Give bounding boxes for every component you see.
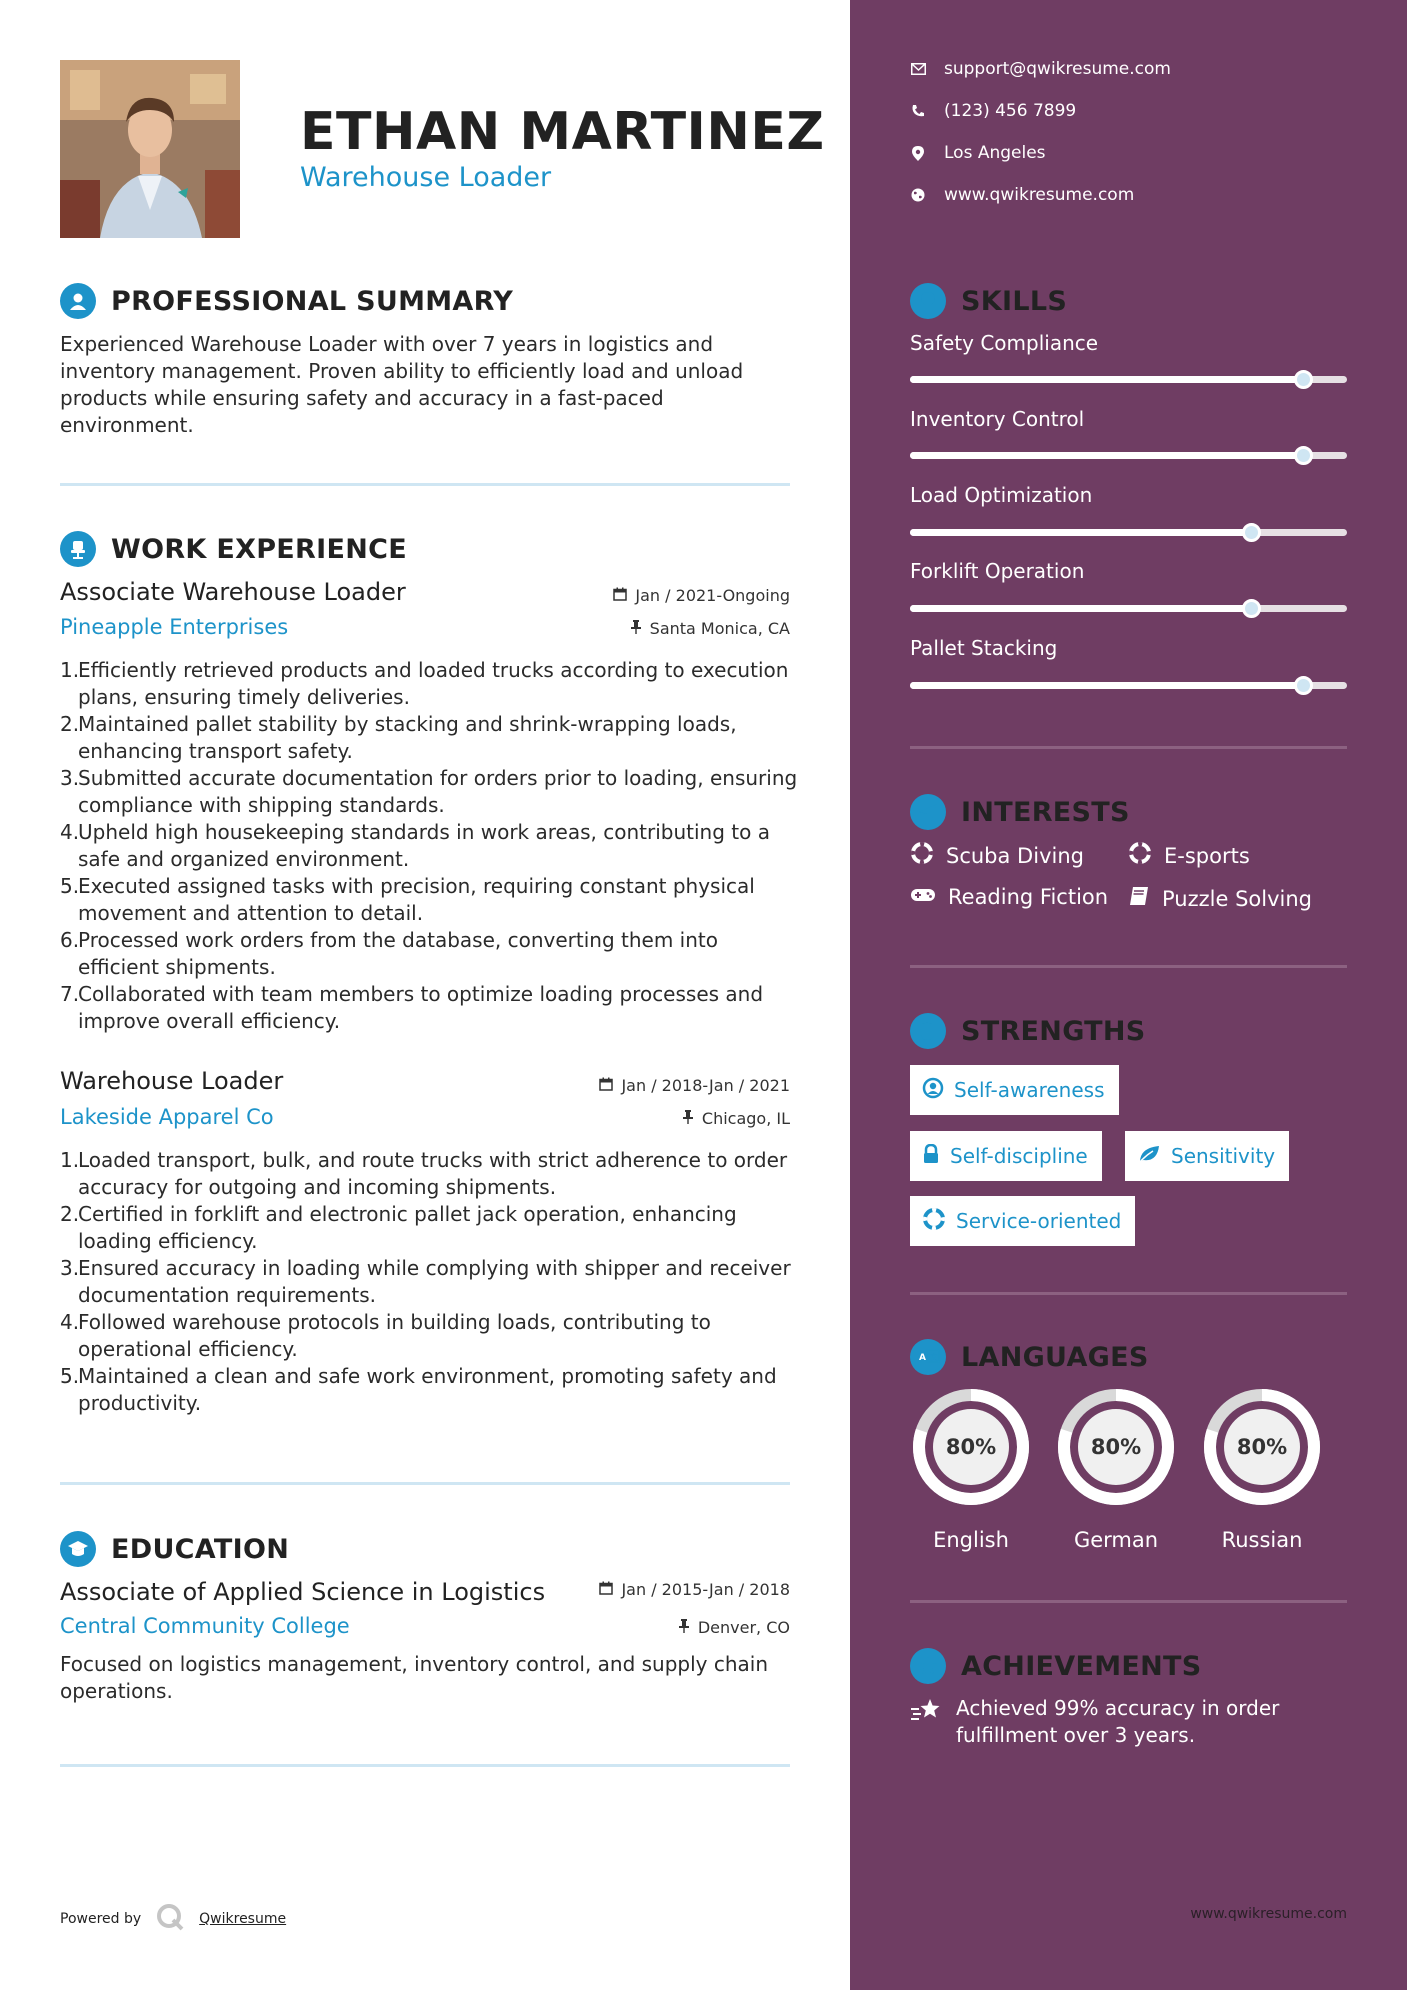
language-percent: 80% [945, 1435, 997, 1459]
skill-bar [910, 452, 1347, 459]
interest-item: Puzzle Solving [1128, 885, 1312, 912]
candidate-role: Warehouse Loader [300, 162, 552, 193]
achievement-item: Achieved 99% accuracy in order fulfillment over 3 years. [910, 1695, 1330, 1749]
skill-fill [910, 682, 1303, 689]
footer-url[interactable]: www.qwikresume.com [1190, 1906, 1347, 1922]
section-divider [60, 1482, 790, 1485]
translate-icon [910, 1339, 946, 1375]
skill-bar [910, 605, 1347, 612]
language-ring [910, 1386, 1032, 1508]
skill-label: Load Optimization [910, 483, 1093, 507]
star-badge-icon [910, 1648, 946, 1684]
language-ring [1201, 1386, 1323, 1508]
language-item [1201, 1386, 1323, 1552]
language-percent: 80% [1236, 1435, 1288, 1459]
pin-icon [678, 1618, 690, 1637]
job-location: Chicago, IL [682, 1109, 790, 1128]
svg-text:A: A [919, 1353, 926, 1363]
education-text: Focused on logistics management, inventory control, and supply chain operations. [60, 1652, 769, 1703]
job-title: Warehouse Loader [60, 1067, 284, 1095]
language-item [1055, 1386, 1177, 1552]
sidebar-divider [910, 746, 1347, 749]
skill-bar [910, 682, 1347, 689]
list-item: 2. Maintained pallet stability by stacking and shrink-wrapping loads, enhancing transport safety. [60, 712, 737, 763]
sidebar-divider [910, 965, 1347, 968]
list-item: 6. Processed work orders from the database, converting them into efficient shipments. [60, 928, 718, 979]
education-title: EDUCATION [111, 1534, 290, 1565]
language-percent: 80% [1090, 1435, 1142, 1459]
interest-item: Scuba Diving [910, 841, 1084, 870]
job-date: Jan / 2018-Jan / 2021 [599, 1076, 790, 1095]
calendar-icon [599, 1580, 613, 1599]
language-name: English [933, 1528, 1009, 1552]
skill-bar [910, 529, 1347, 536]
languages-title: LANGUAGES [961, 1342, 1149, 1373]
experience-title: WORK EXPERIENCE [111, 534, 407, 565]
skill-fill [910, 452, 1303, 459]
globe-icon [910, 187, 926, 203]
list-item: 3. Ensured accuracy in loading while complying with shipper and receiver documentation requirements. [60, 1256, 791, 1307]
pin-icon [682, 1109, 694, 1128]
list-item: 1. Loaded transport, bulk, and route trucks with strict adherence to order accuracy for outgoing and incoming shipments. [60, 1148, 788, 1199]
achievements-title: ACHIEVEMENTS [961, 1651, 1202, 1682]
contact-website[interactable]: www.qwikresume.com [910, 185, 1134, 205]
strength-chip: Self-awareness [910, 1065, 1119, 1115]
summary-text: Experienced Warehouse Loader with over 7 years in logistics and inventory management. Proven ability to efficiently load and unload products while ensuring safety and accuracy in a fast-paced environment. [60, 332, 744, 437]
education-location: Denver, CO [678, 1618, 790, 1637]
contact-location: Los Angeles [910, 143, 1046, 163]
fist-icon [910, 1013, 946, 1049]
skill-label: Pallet Stacking [910, 636, 1058, 660]
interest-item: Reading Fiction [910, 885, 1108, 909]
strengths-title: STRENGTHS [961, 1016, 1146, 1047]
skill-fill [910, 376, 1303, 383]
summary-title: PROFESSIONAL SUMMARY [111, 286, 514, 317]
list-item: 3. Submitted accurate documentation for orders prior to loading, ensuring compliance with shipping standards. [60, 766, 798, 817]
job-title: Associate Warehouse Loader [60, 578, 406, 606]
section-divider [60, 483, 790, 486]
skill-handle [1242, 523, 1261, 542]
degree-title: Associate of Applied Science in Logistics [60, 1578, 546, 1606]
sidebar-divider [910, 1600, 1347, 1603]
book-icon [1128, 885, 1150, 912]
skill-bar [910, 376, 1347, 383]
language-name: German [1073, 1528, 1159, 1552]
list-item: 1. Efficiently retrieved products and loaded trucks according to execution plans, ensuring timely deliveries. [60, 658, 789, 709]
brand-link[interactable]: Qwikresume [199, 1911, 287, 1927]
skill-fill [910, 605, 1251, 612]
skill-label: Inventory Control [910, 407, 1085, 431]
sidebar-divider [910, 1292, 1347, 1295]
education-date: Jan / 2015-Jan / 2018 [599, 1580, 790, 1599]
profile-photo [60, 60, 240, 238]
skill-label: Forklift Operation [910, 559, 1085, 583]
powered-by: Powered by Qwikresume [60, 1902, 286, 1936]
section-divider [60, 1764, 790, 1767]
lightbulb-icon [910, 283, 946, 319]
contact-email[interactable]: support@qwikresume.com [910, 59, 1171, 79]
phone-icon [910, 103, 926, 119]
lifebuoy-icon [922, 1207, 946, 1236]
list-item: 4. Followed warehouse protocols in building loads, contributing to operational efficiency. [60, 1310, 711, 1361]
envelope-icon [910, 61, 926, 77]
skill-handle [1242, 599, 1261, 618]
lifebuoy-icon [1128, 841, 1152, 870]
list-item: 5. Executed assigned tasks with precision, requiring constant physical movement and attention to detail. [60, 874, 755, 925]
pin-icon [630, 619, 642, 638]
list-item: 2. Certified in forklift and electronic pallet jack operation, enhancing loading efficiency. [60, 1202, 737, 1253]
svg-text:文: 文 [930, 1353, 938, 1362]
strength-chip: Sensitivity [1125, 1131, 1289, 1181]
calendar-icon [599, 1076, 613, 1095]
language-item [910, 1386, 1032, 1552]
school-name: Central Community College [60, 1614, 350, 1638]
gamepad-icon [910, 885, 936, 909]
job-location: Santa Monica, CA [630, 619, 790, 638]
paper-plane-icon [910, 794, 946, 830]
skill-fill [910, 529, 1251, 536]
graduation-cap-icon [60, 1531, 96, 1567]
language-ring [1055, 1386, 1177, 1508]
candidate-name: ETHAN MARTINEZ [300, 102, 825, 162]
user-circle-icon [922, 1077, 944, 1104]
company-name: Pineapple Enterprises [60, 615, 289, 639]
skill-label: Safety Compliance [910, 331, 1099, 355]
strength-chip: Self-discipline [910, 1131, 1102, 1181]
list-item: 4. Upheld high housekeeping standards in work areas, contributing to a safe and organized environment. [60, 820, 770, 871]
calendar-icon [613, 586, 627, 605]
qwikresume-logo-icon [155, 1902, 185, 1936]
company-name: Lakeside Apparel Co [60, 1105, 274, 1129]
interest-item: E-sports [1128, 841, 1250, 870]
interests-title: INTERESTS [961, 797, 1130, 828]
shooting-star-icon [910, 1697, 942, 1749]
job-bullets [60, 1147, 800, 1417]
chair-icon [60, 531, 96, 567]
job-bullets [60, 657, 800, 1035]
user-icon [60, 283, 96, 319]
language-name: Russian [1221, 1528, 1303, 1552]
contact-phone[interactable]: (123) 456 7899 [910, 101, 1076, 121]
list-item: 5. Maintained a clean and safe work environment, promoting safety and productivity. [60, 1364, 777, 1415]
job-date: Jan / 2021-Ongoing [613, 586, 790, 605]
list-item: 7. Collaborated with team members to optimize loading processes and improve overall efficiency. [60, 982, 764, 1033]
lock-icon [922, 1144, 940, 1169]
leaf-icon [1137, 1144, 1161, 1169]
map-marker-icon [910, 145, 926, 161]
skills-title: SKILLS [961, 286, 1068, 317]
strength-chip: Service-oriented [910, 1196, 1135, 1246]
lifebuoy-icon [910, 841, 934, 870]
